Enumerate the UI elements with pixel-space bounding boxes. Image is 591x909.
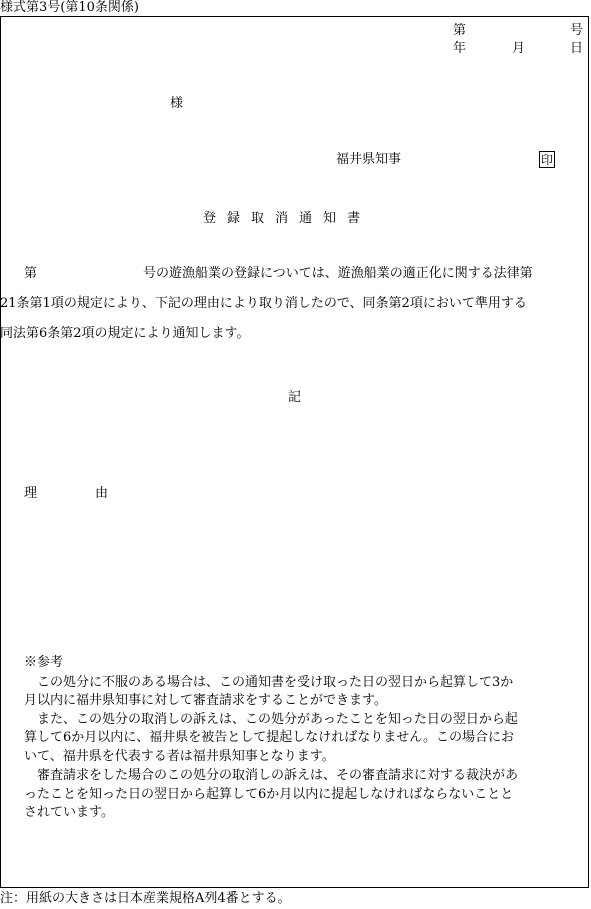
reference-heading: ※参考	[24, 655, 64, 670]
reference-line: この処分に不服のある場合は、この通知書を受け取った日の翌日から起算して3か	[24, 675, 514, 690]
number-dai: 第	[453, 23, 467, 38]
body-line1: 号の遊漁船業の登録については、遊漁船業の適正化に関する法律第	[143, 266, 533, 281]
reference-line: ったことを知った日の翌日から起算して6か月以内に提起しなければならないことと	[24, 787, 514, 802]
reference-line: いて、福井県を代表する者は福井県知事となります。	[24, 749, 335, 764]
addressee-suffix: 様	[170, 96, 184, 111]
reference-line: 審査請求をした場合のこの処分の取消しの訴えは、その審査請求に対する裁決があ	[24, 768, 519, 783]
issuer-name: 福井県知事	[336, 152, 402, 167]
reference-line: されています。	[24, 805, 114, 820]
reason-label-yu: 由	[95, 486, 109, 501]
footnote: 注：用紙の大きさは日本産業規格A列4番とする。	[0, 891, 291, 906]
form-label: 様式第3号(第10条関係)	[0, 0, 139, 15]
document-title: 登録取消通知書	[203, 211, 372, 226]
reference-line: また、この処分の取消しの訴えは、この処分があったことを知った日の翌日から起	[24, 712, 518, 727]
date-month: 月	[512, 41, 526, 56]
ki-heading: 記	[288, 390, 302, 405]
reason-label-ri: 理	[24, 486, 38, 501]
date-year: 年	[453, 41, 467, 56]
reference-line: 算して6か月以内に、福井県を被告として提起しなければなりません。この場合にお	[24, 730, 515, 745]
seal-mark: 印	[540, 153, 553, 167]
body-line2: 21条第1項の規定により、下記の理由により取り消したので、同条第2項において準用する	[0, 296, 527, 311]
body-line1-start: 第	[24, 266, 38, 281]
number-go: 号	[570, 23, 584, 38]
body-line3: 同法第6条第2項の規定により通知します。	[0, 326, 250, 341]
reference-line: 月以内に福井県知事に対して審査請求をすることができます。	[24, 693, 387, 708]
date-day: 日	[570, 41, 584, 56]
